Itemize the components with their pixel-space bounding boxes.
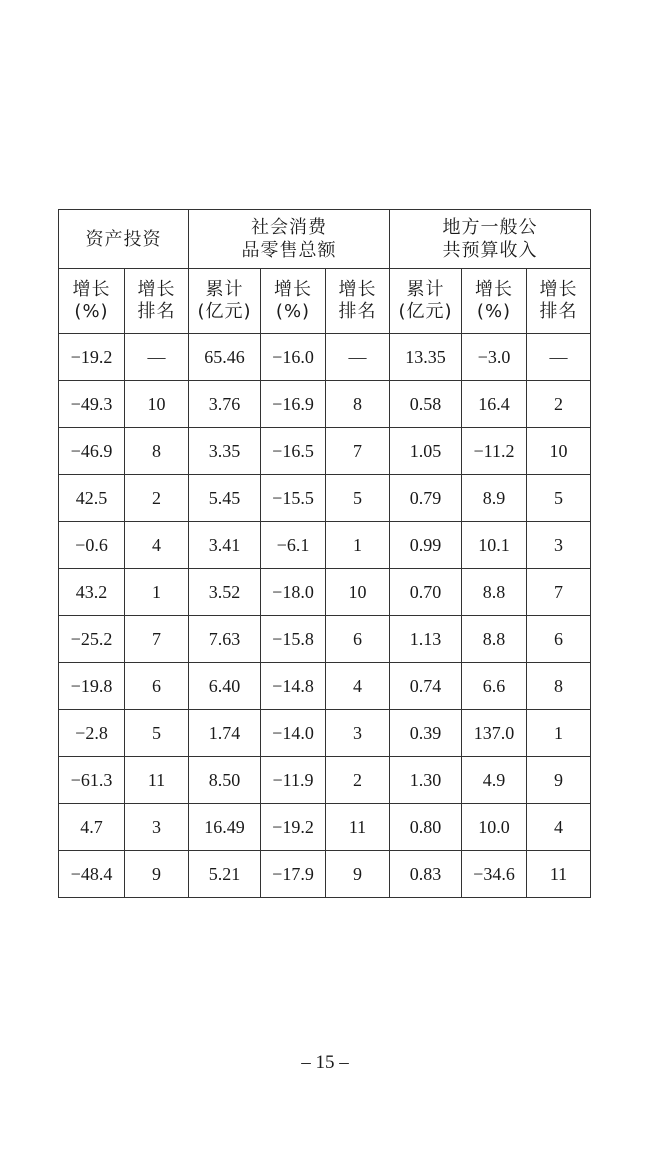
table-cell: −14.8	[261, 663, 326, 710]
table-cell: 5	[125, 710, 189, 757]
table-cell: 5.21	[189, 851, 261, 898]
table-cell: −2.8	[59, 710, 125, 757]
table-cell: 10.0	[462, 804, 527, 851]
table-cell: 3	[125, 804, 189, 851]
table-cell: 1.13	[390, 616, 462, 663]
table-cell: 0.99	[390, 522, 462, 569]
statistics-table	[58, 209, 591, 898]
column-header-line: (%)	[74, 301, 109, 322]
table-cell: −16.0	[261, 334, 326, 381]
table-cell: 6	[326, 616, 390, 663]
table-cell: 3.76	[189, 381, 261, 428]
column-header-line: 增长	[72, 279, 111, 300]
table-cell: 16.4	[462, 381, 527, 428]
table-cell: −48.4	[59, 851, 125, 898]
column-header-line: 增长	[274, 279, 312, 300]
table-cell: 0.83	[390, 851, 462, 898]
group-header-line: 共预算收入	[442, 240, 538, 261]
table-cell: 8	[527, 663, 591, 710]
table-cell: −16.9	[261, 381, 326, 428]
table-cell: −61.3	[59, 757, 125, 804]
column-header-line: 累计	[406, 279, 445, 300]
table-cell: −0.6	[59, 522, 125, 569]
group-header-line: 资产投资	[85, 228, 162, 250]
column-header	[527, 269, 591, 334]
table-cell: 9	[125, 851, 189, 898]
table-cell: 6	[527, 616, 591, 663]
table-cell: 5	[326, 475, 390, 522]
table-cell: —	[326, 334, 390, 381]
table-cell: 7.63	[189, 616, 261, 663]
table-cell: −16.5	[261, 428, 326, 475]
table-cell: 4.7	[59, 804, 125, 851]
table-cell: −6.1	[261, 522, 326, 569]
table-cell: 0.70	[390, 569, 462, 616]
table-cell: −15.5	[261, 475, 326, 522]
table-row	[59, 710, 591, 757]
table-cell: 7	[527, 569, 591, 616]
table-cell: 4	[326, 663, 390, 710]
table-cell: 8	[125, 428, 189, 475]
table-row	[59, 334, 591, 381]
column-header-line: 排名	[539, 301, 578, 322]
column-header-line: (亿元)	[197, 301, 252, 322]
table-cell: 8.50	[189, 757, 261, 804]
table-cell: 6	[125, 663, 189, 710]
table-cell: 16.49	[189, 804, 261, 851]
group-header-row	[59, 210, 591, 269]
column-header	[390, 269, 462, 334]
column-header	[261, 269, 326, 334]
column-header-line: 增长	[539, 279, 578, 300]
table-row	[59, 381, 591, 428]
table-cell: −3.0	[462, 334, 527, 381]
table-cell: 8.8	[462, 616, 527, 663]
table-row	[59, 616, 591, 663]
table-row	[59, 569, 591, 616]
table-cell: −15.8	[261, 616, 326, 663]
column-header	[59, 269, 125, 334]
group-header-retail-sales	[189, 210, 390, 269]
column-header-line: (亿元)	[398, 301, 453, 322]
table-cell: 3.52	[189, 569, 261, 616]
table-row	[59, 851, 591, 898]
table-cell: 4.9	[462, 757, 527, 804]
table-cell: 2	[527, 381, 591, 428]
column-header-line: (%)	[275, 301, 311, 322]
table-cell: 5.45	[189, 475, 261, 522]
table-cell: 1	[125, 569, 189, 616]
table-cell: 10.1	[462, 522, 527, 569]
table-cell: 3	[527, 522, 591, 569]
table-cell: −18.0	[261, 569, 326, 616]
table-cell: 1	[527, 710, 591, 757]
column-header-line: 累计	[205, 279, 244, 300]
table-cell: 5	[527, 475, 591, 522]
sub-header-row	[59, 269, 591, 334]
table-row	[59, 804, 591, 851]
table-cell: 4	[527, 804, 591, 851]
table-row	[59, 757, 591, 804]
table-cell: 1	[326, 522, 390, 569]
table-row	[59, 663, 591, 710]
table-cell: 1.05	[390, 428, 462, 475]
table-cell: −14.0	[261, 710, 326, 757]
table-cell: 0.39	[390, 710, 462, 757]
table-cell: 6.6	[462, 663, 527, 710]
table-cell: −34.6	[462, 851, 527, 898]
table-cell: 9	[527, 757, 591, 804]
column-header-line: 增长	[137, 279, 176, 300]
table-cell: 7	[326, 428, 390, 475]
table-cell: 4	[125, 522, 189, 569]
group-header-line: 社会消费	[251, 217, 327, 238]
table-cell: 3	[326, 710, 390, 757]
table-cell: —	[125, 334, 189, 381]
table-cell: 0.79	[390, 475, 462, 522]
table-body	[59, 334, 591, 898]
table-cell: 11	[326, 804, 390, 851]
column-header-line: 排名	[338, 301, 377, 322]
table-cell: 42.5	[59, 475, 125, 522]
column-header-line: (%)	[476, 301, 512, 322]
table-row	[59, 475, 591, 522]
table-cell: 13.35	[390, 334, 462, 381]
table-cell: −19.2	[59, 334, 125, 381]
column-header	[189, 269, 261, 334]
table-cell: −11.2	[462, 428, 527, 475]
group-header-investment	[59, 210, 189, 269]
group-header-line: 地方一般公	[442, 217, 538, 238]
table-cell: 9	[326, 851, 390, 898]
column-header	[125, 269, 189, 334]
table-row	[59, 428, 591, 475]
table-cell: 3.41	[189, 522, 261, 569]
column-header	[462, 269, 527, 334]
table-row	[59, 522, 591, 569]
column-header-line: 增长	[475, 279, 513, 300]
page-number: – 15 –	[301, 1052, 349, 1073]
table-cell: 43.2	[59, 569, 125, 616]
table-cell: 0.80	[390, 804, 462, 851]
table-cell: —	[527, 334, 591, 381]
table-cell: 2	[125, 475, 189, 522]
table-cell: 8.8	[462, 569, 527, 616]
table-cell: 1.30	[390, 757, 462, 804]
column-header	[326, 269, 390, 334]
column-header-line: 增长	[338, 279, 377, 300]
table-cell: 11	[527, 851, 591, 898]
column-header-line: 排名	[137, 301, 176, 322]
table-cell: −19.2	[261, 804, 326, 851]
table-cell: −25.2	[59, 616, 125, 663]
table-cell: 10	[326, 569, 390, 616]
table-cell: 7	[125, 616, 189, 663]
table-cell: 0.74	[390, 663, 462, 710]
table-cell: 10	[125, 381, 189, 428]
table-cell: −19.8	[59, 663, 125, 710]
table-cell: 0.58	[390, 381, 462, 428]
table-cell: 65.46	[189, 334, 261, 381]
table-cell: 6.40	[189, 663, 261, 710]
table-cell: −46.9	[59, 428, 125, 475]
group-header-fiscal-revenue	[390, 210, 591, 269]
table-cell: 10	[527, 428, 591, 475]
table-cell: 3.35	[189, 428, 261, 475]
table-cell: 8.9	[462, 475, 527, 522]
table-cell: 8	[326, 381, 390, 428]
table-cell: 11	[125, 757, 189, 804]
group-header-line: 品零售总额	[241, 240, 337, 261]
table-cell: 1.74	[189, 710, 261, 757]
table-cell: −11.9	[261, 757, 326, 804]
table-cell: −49.3	[59, 381, 125, 428]
table-cell: −17.9	[261, 851, 326, 898]
table-cell: 2	[326, 757, 390, 804]
table-cell: 137.0	[462, 710, 527, 757]
